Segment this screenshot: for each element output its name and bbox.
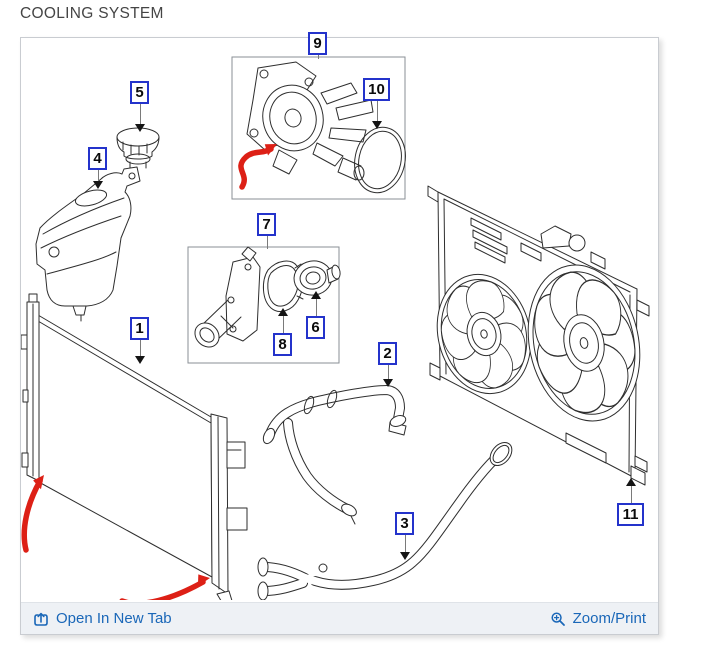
callout-4-arrowhead [93, 181, 103, 189]
callout-2-leader [388, 365, 389, 380]
callout-1-arrowhead [135, 356, 145, 364]
magnifier-plus-icon [550, 611, 566, 627]
callout-10-arrowhead [372, 121, 382, 129]
callout-1-leader [140, 340, 141, 357]
reservoir-cap-drawing [117, 128, 159, 168]
diagram-panel [20, 37, 659, 635]
diagram-toolbar [21, 602, 658, 634]
upper-hose-drawing [261, 389, 407, 524]
callout-7-leader [267, 236, 268, 249]
callout-4: 4 [88, 147, 107, 170]
callout-8-arrowhead [278, 308, 288, 316]
callout-6: 6 [306, 316, 325, 339]
callout-11-arrowhead [626, 478, 636, 486]
callout-11: 11 [617, 503, 644, 526]
callout-8: 8 [273, 333, 292, 356]
open-in-new-tab-label: Open In New Tab [56, 610, 172, 627]
callout-9: 9 [308, 32, 327, 55]
callout-3-leader [405, 535, 406, 553]
open-in-new-tab-link[interactable] [33, 610, 172, 627]
thermostat-housing-drawing [190, 247, 260, 352]
callout-10-leader [377, 101, 378, 122]
diagram-canvas [21, 35, 658, 600]
callout-5-arrowhead [135, 124, 145, 132]
callout-5: 5 [130, 81, 149, 104]
callout-9-leader [318, 55, 319, 59]
red-annotation-radiator-bottom [122, 571, 211, 600]
callout-6-leader [316, 298, 317, 316]
callout-8-leader [283, 315, 284, 333]
callout-3: 3 [395, 512, 414, 535]
zoom-print-link[interactable] [550, 610, 646, 627]
callout-6-arrowhead [311, 291, 321, 299]
callout-11-leader [631, 485, 632, 503]
cooling-system-diagram [21, 38, 658, 600]
page-title: COOLING SYSTEM [20, 5, 164, 22]
callout-2-arrowhead [383, 379, 393, 387]
zoom-print-label: Zoom/Print [572, 610, 646, 627]
open-in-new-tab-icon [33, 611, 49, 627]
callout-7: 7 [257, 213, 276, 236]
reservoir-drawing [36, 167, 140, 321]
callout-10: 10 [363, 78, 390, 101]
callout-2: 2 [378, 342, 397, 365]
callout-5-leader [140, 104, 141, 125]
fan-assembly-drawing [422, 186, 658, 485]
callout-3-arrowhead [400, 552, 410, 560]
callout-1: 1 [130, 317, 149, 340]
